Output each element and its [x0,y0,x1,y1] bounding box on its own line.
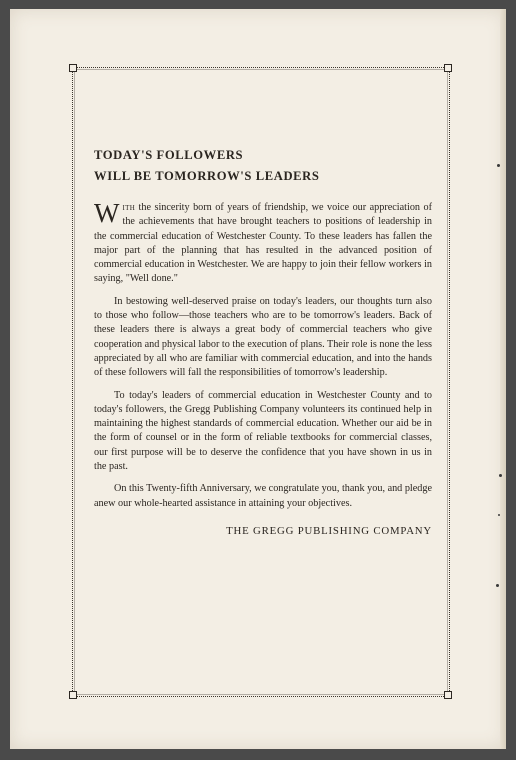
paper-speck [498,514,500,516]
drop-cap: W [94,198,120,228]
paragraph-3: To today's leaders of commercial education in Westchester County and to today's followers, the Gregg Publishing Company volunteers its continued help in maintaining the highest standards of commercial education. Whether our aid be in the form of counsel or in the form of reliable textbooks for commercial classes, our first purpose will be to deserve the confidence that you have shown in us in the past. [94,389,432,473]
corner-ornament-top-right [444,64,452,72]
paper-speck [499,474,502,477]
corner-ornament-top-left [69,64,77,72]
corner-ornament-bottom-left [69,691,77,699]
paragraph-4: On this Twenty-fifth Anniversary, we congratulate you, thank you, and pledge anew our whole-hearted assistance in attaining your objectives. [94,483,432,509]
title-line-2: WILL BE TOMORROW'S LEADERS [94,169,320,183]
paper-speck [496,584,499,587]
signature: THE GREGG PUBLISHING COMPANY [226,524,432,537]
paragraph-1-text: the sincerity born of years of friendship, we voice our appreciation of the achievements that have brought teachers to positions of leadership in the commercial education of Westchester County. To these leaders has fallen the major part of the planning that has resulted in the advanced position of commercial education in Westchester. We are happy to join their fellow workers in saying, "Well done." [94,202,432,285]
page-edge [500,9,506,749]
title-line-1: TODAY'S FOLLOWERS [94,148,244,162]
corner-ornament-bottom-right [444,691,452,699]
paragraph-1-lead: ith [122,202,136,213]
article [94,145,432,537]
paragraph-1 [94,198,432,287]
paper-speck [497,164,500,167]
page [10,9,506,749]
article-title [94,145,432,187]
paragraph-2: In bestowing well-deserved praise on today's leaders, our thoughts turn also to those who follow—those teachers who are to be tomorrow's leaders. Back of these leaders there is always a great body of commercial teachers who give cooperation and physical labor to the execution of plans. Their role is none the less appreciated by all who are familiar with commercial education, and into the hands of these followers will fall the responsibilities of tomorrow's leadership. [94,295,432,379]
